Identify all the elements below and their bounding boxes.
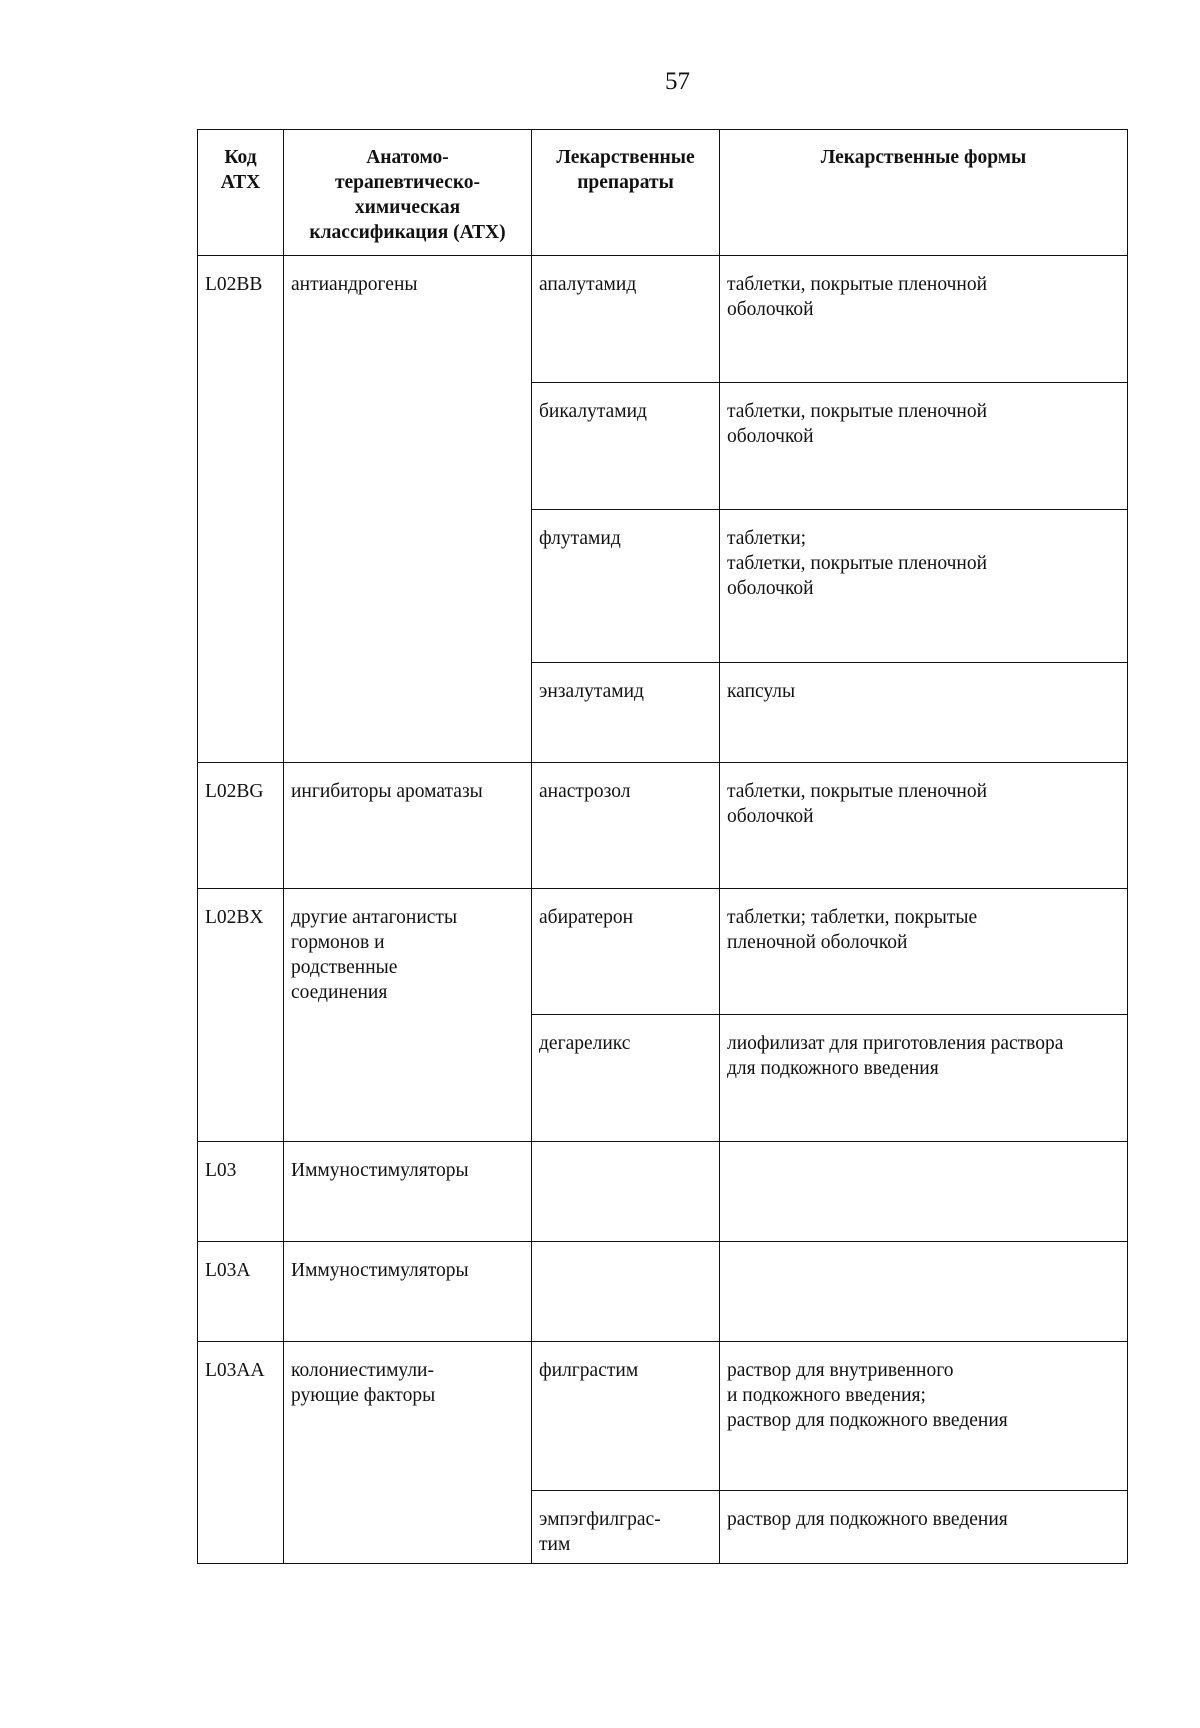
drug-cell: бикалутамид	[532, 383, 720, 510]
atx-drug-table	[197, 129, 1128, 1564]
code-cell: L03AA	[198, 1342, 284, 1564]
classification-cell: антиандрогены	[284, 256, 532, 763]
drug-cell: дегареликс	[532, 1015, 720, 1142]
drug-cell: абиратерон	[532, 889, 720, 1015]
classification-cell: другие антагонисты гормонов и родственные соединения	[284, 889, 532, 1142]
form-cell: таблетки, покрытые пленочной оболочкой	[720, 256, 1128, 383]
header-drugs: Лекарственные препараты	[532, 130, 720, 256]
page-number: 57	[665, 68, 690, 95]
form-cell	[720, 1142, 1128, 1242]
drug-cell: филграстим	[532, 1342, 720, 1491]
drug-cell: анастрозол	[532, 763, 720, 889]
drug-cell: энзалутамид	[532, 663, 720, 763]
code-cell: L02BB	[198, 256, 284, 763]
table-row	[198, 763, 1128, 889]
form-cell: таблетки; таблетки, покрытые пленочной оболочкой	[720, 889, 1128, 1015]
drug-cell	[532, 1242, 720, 1342]
table-row	[198, 889, 1128, 1015]
code-cell: L02BG	[198, 763, 284, 889]
header-classification: Анатомо- терапевтическо- химическая классификация (АТХ)	[284, 130, 532, 256]
table-row	[198, 1342, 1128, 1491]
drug-cell: апалутамид	[532, 256, 720, 383]
code-cell: L03	[198, 1142, 284, 1242]
table-row	[198, 1142, 1128, 1242]
form-cell: лиофилизат для приготовления раствора для подкожного введения	[720, 1015, 1128, 1142]
form-cell: раствор для подкожного введения	[720, 1491, 1128, 1564]
table-row	[198, 1242, 1128, 1342]
form-cell: таблетки; таблетки, покрытые пленочной оболочкой	[720, 510, 1128, 663]
code-cell: L02BX	[198, 889, 284, 1142]
header-forms: Лекарственные формы	[720, 130, 1128, 256]
table-row	[198, 256, 1128, 383]
classification-cell: Иммуностимуляторы	[284, 1142, 532, 1242]
classification-cell: ингибиторы ароматазы	[284, 763, 532, 889]
drug-cell: флутамид	[532, 510, 720, 663]
header-code: Код АТХ	[198, 130, 284, 256]
code-cell: L03A	[198, 1242, 284, 1342]
form-cell: капсулы	[720, 663, 1128, 763]
classification-cell: Иммуностимуляторы	[284, 1242, 532, 1342]
drug-cell	[532, 1142, 720, 1242]
form-cell	[720, 1242, 1128, 1342]
drug-cell: эмпэгфилграс- тим	[532, 1491, 720, 1564]
classification-cell: колониестимули- рующие факторы	[284, 1342, 532, 1564]
form-cell: таблетки, покрытые пленочной оболочкой	[720, 383, 1128, 510]
form-cell: раствор для внутривенного и подкожного введения; раствор для подкожного введения	[720, 1342, 1128, 1491]
table-header-row	[198, 130, 1128, 256]
form-cell: таблетки, покрытые пленочной оболочкой	[720, 763, 1128, 889]
